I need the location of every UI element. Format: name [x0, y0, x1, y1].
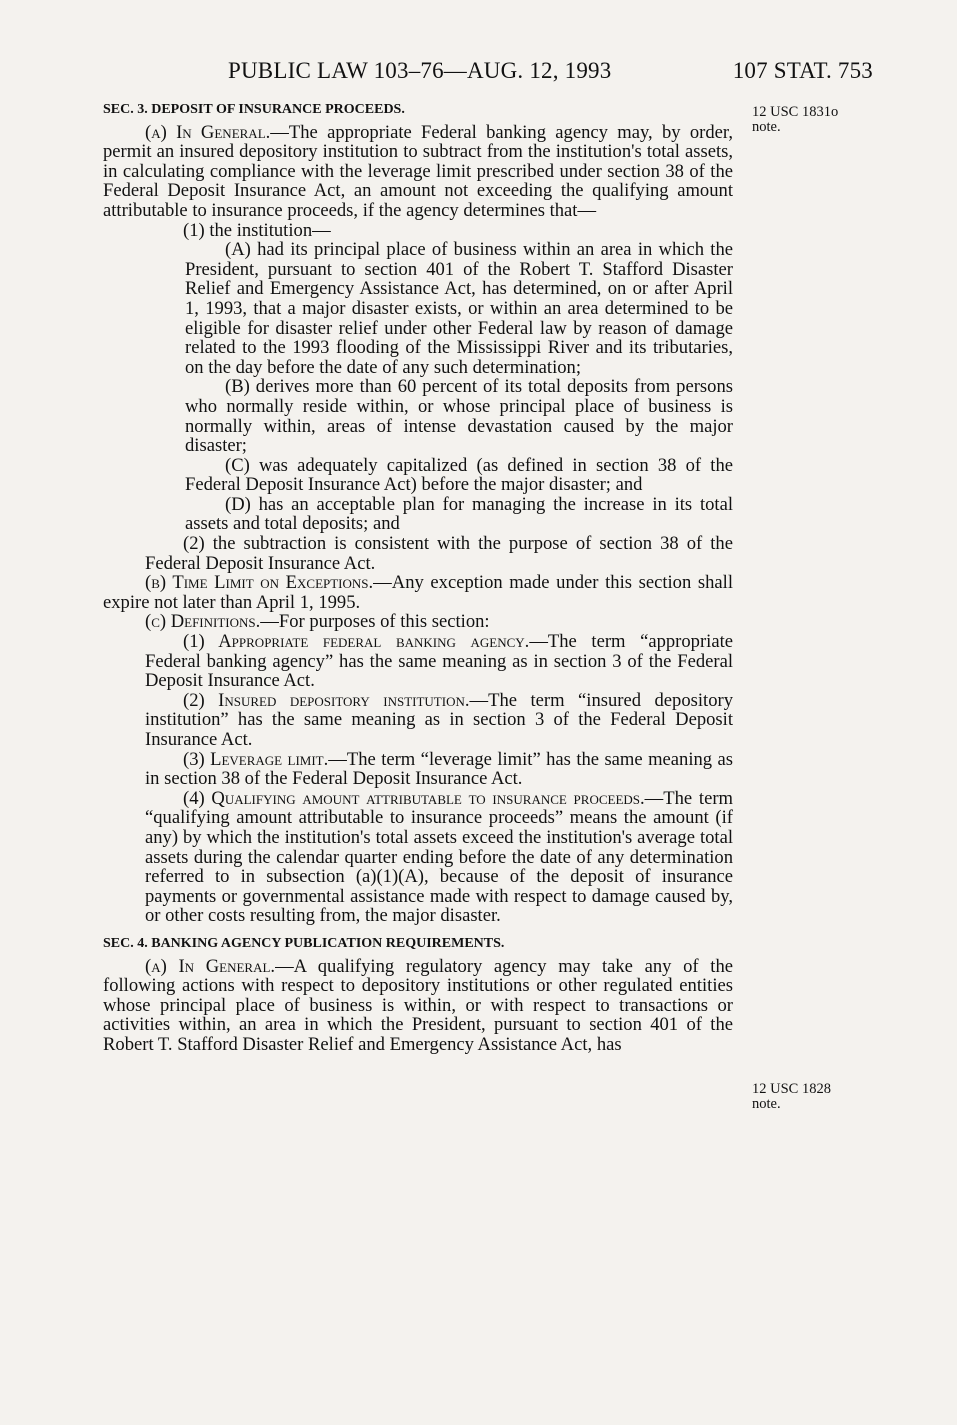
definition-text: —The term “appropriate Federal banking agency” has the same meaning as in section 3 of the Federal Deposit Insurance Act. — [145, 631, 733, 692]
section-4-heading: SEC. 4. BANKING AGENCY PUBLICATION REQUIREMENTS. — [103, 935, 505, 951]
margin-note-label: note. — [752, 1096, 781, 1112]
paragraph-3a1: (1) the institution— — [183, 219, 331, 241]
definition-c3 — [103, 750, 733, 789]
subsection-3b — [103, 573, 733, 612]
definition-text: —The term “insured depository institution” has the same meaning as in section 3 of the Federal Deposit Insurance Act. — [145, 689, 733, 750]
subsection-3a — [103, 123, 733, 221]
paragraph-3a2: (2) the subtraction is consistent with the purpose of section 38 of the Federal Deposit Insurance Act. — [145, 533, 733, 574]
subparagraph-3a1C: (C) was adequately capitalized (as defined in section 38 of the Federal Deposit Insurance Act) before the major disaster; and — [185, 454, 733, 496]
definition-label: (3) Leverage limit. — [183, 748, 329, 770]
subsection-text: —A qualifying regulatory agency may take any of the following actions with respect to depository institutions or other regulated entities whose principal place of business is within, or with respect to transactions or activities within, an area in which the President, pursuant to section 401 of the Robert T. Stafford Disaster Relief and Emergency Assistance Act, has — [103, 955, 733, 1055]
document-body — [103, 100, 733, 1055]
definition-c4 — [103, 789, 733, 926]
definition-c1 — [103, 632, 733, 691]
subsection-label: (a) In General. — [145, 121, 271, 143]
subsection-text: —For purposes of this section: — [260, 611, 490, 633]
subsection-label: (c) Definitions. — [145, 611, 261, 633]
subparagraph-3a1B: (B) derives more than 60 percent of its total deposits from persons who normally reside within, or whose principal place of business is normally within, areas of intense devastation caused by the major disaster; — [185, 376, 733, 457]
definition-text: —The term “leverage limit” has the same meaning as in section 38 of the Federal Deposit Insurance Act. — [145, 748, 733, 790]
header-page-number: 107 STAT. 753 — [732, 58, 873, 83]
definition-label: (2) Insured depository institution. — [183, 689, 470, 711]
page-header — [228, 58, 883, 86]
definition-text: —The term “qualifying amount attributable to insurance proceeds” means the amount (if any) by which the institution's total assets exceed the institution's average total assets during the calendar quarter ending before the date of any determination referred to in subsection (a)(1)(A), because of the deposit of insurance payments or governmental assistance made with respect to damage caused by, or other costs resulting from, the major disaster. — [145, 787, 733, 927]
subsection-text: —Any exception made under this section shall expire not later than April 1, 1995. — [103, 572, 733, 613]
header-citation: PUBLIC LAW 103–76—AUG. 12, 1993 — [228, 58, 612, 83]
margin-note-citation: 12 USC 1831o — [752, 104, 839, 120]
definition-label: (1) Appropriate federal banking agency. — [183, 631, 530, 653]
subparagraph-3a1D: (D) has an acceptable plan for managing the increase in its total assets and total deposits; and — [185, 493, 733, 535]
subsection-3c — [103, 612, 733, 632]
subsection-label: (b) Time Limit on Exceptions. — [145, 572, 374, 594]
definition-label: (4) Qualifying amount attributable to insurance proceeds. — [183, 787, 645, 809]
subsection-4a — [103, 957, 733, 1055]
definition-c2 — [103, 691, 733, 750]
margin-note-citation: 12 USC 1828 — [752, 1081, 831, 1097]
subsection-text: —The appropriate Federal banking agency may, by order, permit an insured depository institution to subtract from the institution's total assets, in calculating compliance with the leverage limit prescribed under section 38 of the Federal Deposit Insurance Act, an amount not exceeding the qualifying amount attributable to insurance proceeds, if the agency determines that— — [103, 121, 733, 221]
margin-note-sec4 — [752, 1082, 831, 1112]
margin-note-sec3 — [752, 105, 838, 135]
section-3-heading: SEC. 3. DEPOSIT OF INSURANCE PROCEEDS. — [103, 102, 405, 117]
subsection-label: (a) In General. — [145, 955, 276, 977]
subparagraph-3a1A: (A) had its principal place of business within an area in which the President, pursuant to section 401 of the Robert T. Stafford Disaster Relief and Emergency Assistance Act, has determined, on or after April 1, 1993, that a major disaster exists, or within an area determined to be eligible for disaster relief under other Federal law by reason of damage related to the 1993 flooding of the Mississippi River and its tributaries, on the day before the date of any such determination; — [185, 239, 733, 378]
margin-note-label: note. — [752, 119, 781, 135]
